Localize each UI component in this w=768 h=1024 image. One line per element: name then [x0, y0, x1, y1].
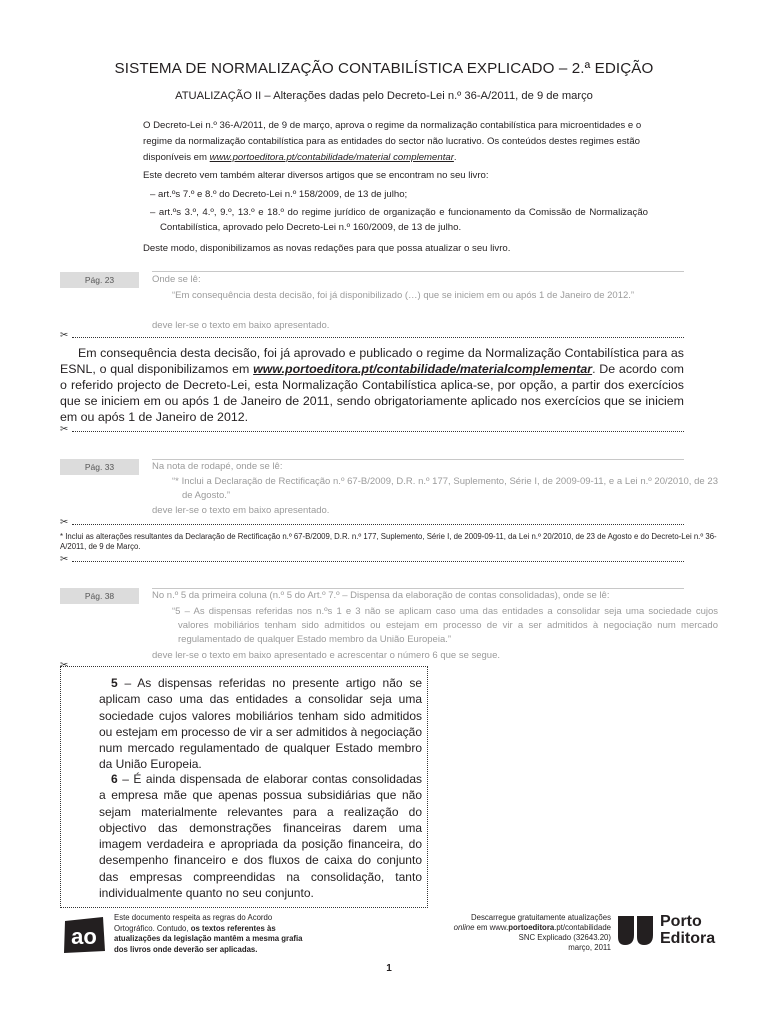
porto-editora-logo	[617, 915, 655, 946]
download-path: .pt/contabilidade	[554, 923, 611, 932]
replacement-box	[60, 666, 428, 908]
material-complementar-link[interactable]: www.portoeditora.pt/contabilidade/material complementar	[209, 152, 454, 163]
cut-line	[60, 332, 684, 342]
articles-list	[143, 187, 648, 235]
page-ref-badge: Pág. 23	[60, 272, 139, 288]
download-line-2[interactable]	[440, 923, 611, 933]
cut-line	[60, 556, 684, 566]
material-complementar-link-2[interactable]: www.portoeditora.pt/contabilidade/materialcomplementar	[253, 362, 593, 376]
brand-name	[660, 913, 715, 947]
scissors-icon: ✂	[60, 517, 69, 528]
cut-line	[60, 426, 684, 436]
deve-ler-se-label: deve ler-se o texto em baixo apresentado.	[152, 320, 330, 331]
brand-line-2: Editora	[660, 930, 716, 947]
replacement-text	[60, 345, 684, 425]
subtitle-bold: ATUALIZAÇÃO II	[175, 90, 262, 102]
intro-p1-text: O Decreto-Lei n.º 36-A/2011, de 9 de março, aprova o regime da normalização contabilística para microentidades e o regime da normalização contabilística para as entidades do sector não lucrativo. Os conteúdos destes regimes estão disponíveis em	[143, 120, 642, 163]
document-subtitle	[0, 90, 768, 102]
item-6-text: – É ainda dispensada de elaborar contas consolidadas a empresa mãe que apenas possua subsidiárias que não sejam materialmente relevantes para a realização do objectivo das demonstrações financeiras darem uma imagem verdadeira e apropriada da posição financeira, do desempenho financeiro e dos fluxos de caixa do conjunto das empresas compreendidas na consolidação, tanto individualmente quanto no seu conjunto.	[99, 772, 422, 901]
ao-logo	[61, 915, 107, 955]
onde-se-le-label: Onde se lê:	[152, 274, 201, 285]
scissors-icon: ✂	[60, 330, 69, 341]
page-number: 1	[386, 963, 392, 974]
section-divider	[152, 271, 684, 272]
item-5-number: 5	[111, 676, 118, 690]
footnote-text: * Inclui as alterações resultantes da Declaração de Rectificação n.º 67-B/2009, D.R. n.º 177, Suplemento, Série I, de 2009-09-11, da Lei n.º 20/2010, de 23 de Agosto e do Decreto-Lei n.º 36-A/2011, de 9 de Março.	[60, 532, 717, 551]
ao-note-text: Este documento respeita as regras do Acordo Ortográfico. Contudo,	[114, 913, 273, 933]
item-6	[99, 771, 422, 901]
document-title: SISTEMA DE NORMALIZAÇÃO CONTABILÍSTICA EXPLICADO – 2.ª EDIÇÃO	[114, 60, 654, 77]
ao-logo-text: ao	[71, 924, 97, 949]
deve-ler-se-label: deve ler-se o texto em baixo apresentado.	[152, 505, 330, 516]
publish-date: março, 2011	[568, 943, 611, 952]
page-ref-badge: Pág. 38	[60, 588, 139, 604]
list-item: – art.ºs 3.º, 4.º, 9.º, 13.º e 18.º do regime jurídico de organização e funcionamento da Comissão de Normalização Contabilística, aprovado pelo Decreto-Lei n.º 160/2009, de 13 de julho.	[150, 207, 648, 233]
ao-note-bold: os textos referentes às atualizações da legislação mantêm a mesma grafia dos livros onde deverão ser aplicadas.	[114, 923, 303, 954]
intro-paragraph-3: Deste modo, disponibilizamos as novas redações para que possa atualizar o seu livro.	[143, 243, 511, 254]
item-5	[99, 675, 422, 773]
brand-line-1: Porto	[660, 913, 702, 930]
replacement-text-start: Em consequência desta decisão, foi já aprovado e publicado o regime da Normalização Contabilística para as ESNL, o qual disponibilizamos em	[60, 346, 684, 376]
deve-ler-se-label: deve ler-se o texto em baixo apresentado e acrescentar o número 6 que se segue.	[152, 650, 501, 661]
scissors-icon: ✂	[60, 424, 69, 435]
download-online: online	[453, 923, 475, 932]
original-quote: “5 – As dispensas referidas nos n.ºs 1 e 3 não se aplicam caso uma das entidades a consolidar seja uma sociedade cujos valores mobiliários tenham sido admitidos ou estejam em processo de vir a ser admitidos à negociação num mercado regulamentado de qualquer Estado membro da União Europeia.”	[172, 606, 718, 645]
list-item: – art.ºs 7.º e 8.º do Decreto-Lei n.º 158/2009, de 13 de julho;	[150, 189, 408, 200]
scissors-icon: ✂	[60, 554, 69, 565]
original-quote: “Em consequência desta decisão, foi já disponibilizado (…) que se iniciem em ou após 1 de Janeiro de 2012.”	[172, 290, 635, 301]
product-code: SNC Explicado (32643.20)	[518, 933, 611, 942]
cut-line	[60, 519, 684, 529]
replacement-text-end: . De acordo com o referido projecto de Decreto-Lei, esta Normalização Contabilística aplica-se, por opção, a partir dos exercícios que se iniciem em ou após 1 de Janeiro de 2011, sendo obrigatoriamente aplicado nos exercícios que se iniciem em ou após 1 de Janeiro de 2012.	[60, 362, 684, 424]
intro-paragraph-1	[143, 118, 648, 166]
download-info	[440, 913, 611, 953]
acordo-ortografico-note	[114, 913, 314, 955]
onde-se-le-label: Na nota de rodapé, onde se lê:	[152, 461, 283, 472]
intro-paragraph-2: Este decreto vem também alterar diversos artigos que se encontram no seu livro:	[143, 170, 489, 181]
intro-p1-end: .	[453, 152, 457, 163]
original-quote: “* Inclui a Declaração de Rectificação n.º 67-B/2009, D.R. n.º 177, Suplemento, Série I, de 2009-09-11, e a Lei n.º 20/2010, de 23 de Agosto.”	[172, 476, 718, 501]
download-domain: portoeditora	[508, 923, 555, 932]
download-www: em www.	[474, 923, 509, 932]
scissors-icon: ✂	[60, 660, 69, 671]
item-6-number: 6	[111, 772, 118, 786]
subtitle-rest: – Alterações dadas pelo Decreto-Lei n.º 36-A/2011, de 9 de março	[261, 90, 593, 102]
download-line-1: Descarregue gratuitamente atualizações	[471, 913, 611, 922]
page-ref-badge: Pág. 33	[60, 459, 139, 475]
item-5-text: – As dispensas referidas no presente artigo não se aplicam caso uma das entidades a consolidar seja uma sociedade cujos valores mobiliários tenham sido admitidos ou estejam em processo de vir a ser admitidos à negociação num mercado regulamentado de qualquer Estado membro da União Europeia.	[99, 676, 422, 772]
onde-se-le-label: No n.º 5 da primeira coluna (n.º 5 do Art.º 7.º – Dispensa da elaboração de contas consolidadas), onde se lê:	[152, 590, 610, 601]
